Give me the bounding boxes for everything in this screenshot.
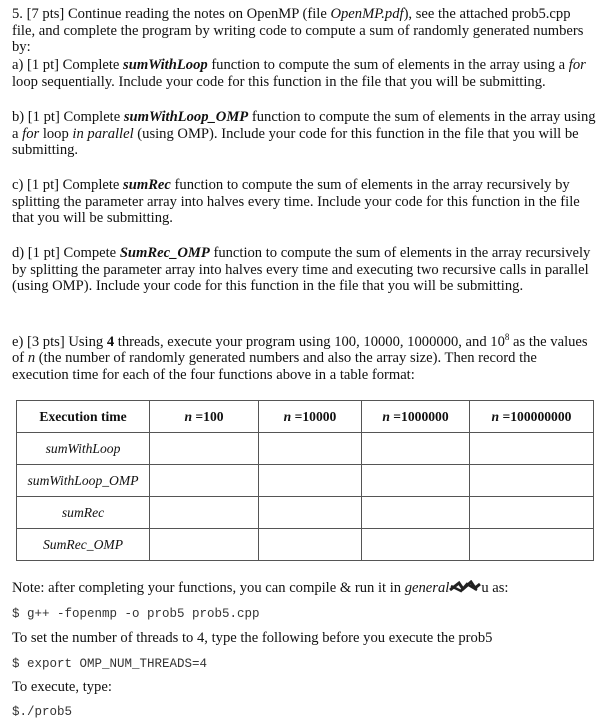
question-d: d) [1 pt] Compete SumRec_OMP function to compute the sum of elements in the array recursively by splitting the parameter array into halves every time and executing two recursive calls in parallel (using OMP). Include your code for this function in the file that you will be submitting. [12,245,591,295]
threads-instruction: To set the number of threads to 4, type the following before you execute the prob5 [12,630,493,646]
table-cell [150,529,259,561]
run-command: $./prob5 [12,705,73,719]
question-b: b) [1 pt] Complete sumWithLoop_OMP function to compute the sum of elements in the array using a for loop in parallel (using OMP). Include your code for this function in the file that you will be submitting. [12,109,596,159]
header-col: n =1000000 [362,401,470,433]
redaction-scribble-icon [449,580,481,593]
question-e: e) [3 pts] Using 4 threads, execute your program using 100, 10000, 1000000, and $10^8$ as the values of n (the number of randomly generated numbers and also the array size). Then record the execution time for each of the four functions above in a table format: [12,332,588,384]
header-col: n =100 [150,401,259,433]
table-row [17,497,594,529]
function-name: sumWithLoop [123,57,208,73]
header-col: n =100000000 [470,401,594,433]
function-name: SumRec_OMP [119,245,210,261]
table-cell [470,529,594,561]
table-cell [470,497,594,529]
table-row [17,529,594,561]
table-cell [259,433,362,465]
table-cell [150,497,259,529]
table-cell [362,529,470,561]
row-label: sumWithLoop [17,433,150,465]
question-c: c) [1 pt] Complete sumRec function to compute the sum of elements in the array recursively by splitting the parameter array into halves every time. Include your code for this function in the file that you will be submitting. [12,177,580,227]
table-cell [259,465,362,497]
table-cell [150,433,259,465]
note-line: Note: after completing your functions, you can compile & run it in general u as: [12,580,509,596]
execution-time-table [16,400,594,561]
question-5-number: 5. [7 pts] [12,6,65,22]
execute-instruction: To execute, type: [12,679,112,695]
function-name: sumWithLoop_OMP [123,109,249,125]
function-name: sumRec [123,177,171,193]
header-execution-time: Execution time [17,401,150,433]
question-a: a) [1 pt] Complete sumWithLoop function to compute the sum of elements in the array using a for loop sequentially. Include your code for this function in the file that you will be submitting. [12,57,586,90]
table-cell [362,433,470,465]
table-cell [362,465,470,497]
table-cell [470,465,594,497]
question-5-intro: 5. [7 pts] Continue reading the notes on OpenMP (file OpenMP.pdf), see the attached prob5.cpp file, and complete the program by writing code to compute a sum of randomly generated numbers by: [12,6,584,56]
table-cell [470,433,594,465]
header-col: n =10000 [259,401,362,433]
table-row [17,465,594,497]
table-cell [362,497,470,529]
row-label: sumWithLoop_OMP [17,465,150,497]
table-header-row [17,401,594,433]
pdf-filename: OpenMP.pdf [330,6,404,22]
table-cell [150,465,259,497]
threads-command: $ export OMP_NUM_THREADS=4 [12,657,208,671]
table-row [17,433,594,465]
table-cell [259,529,362,561]
row-label: SumRec_OMP [17,529,150,561]
table-cell [259,497,362,529]
compile-command: $ g++ -fopenmp -o prob5 prob5.cpp [12,607,260,621]
row-label: sumRec [17,497,150,529]
